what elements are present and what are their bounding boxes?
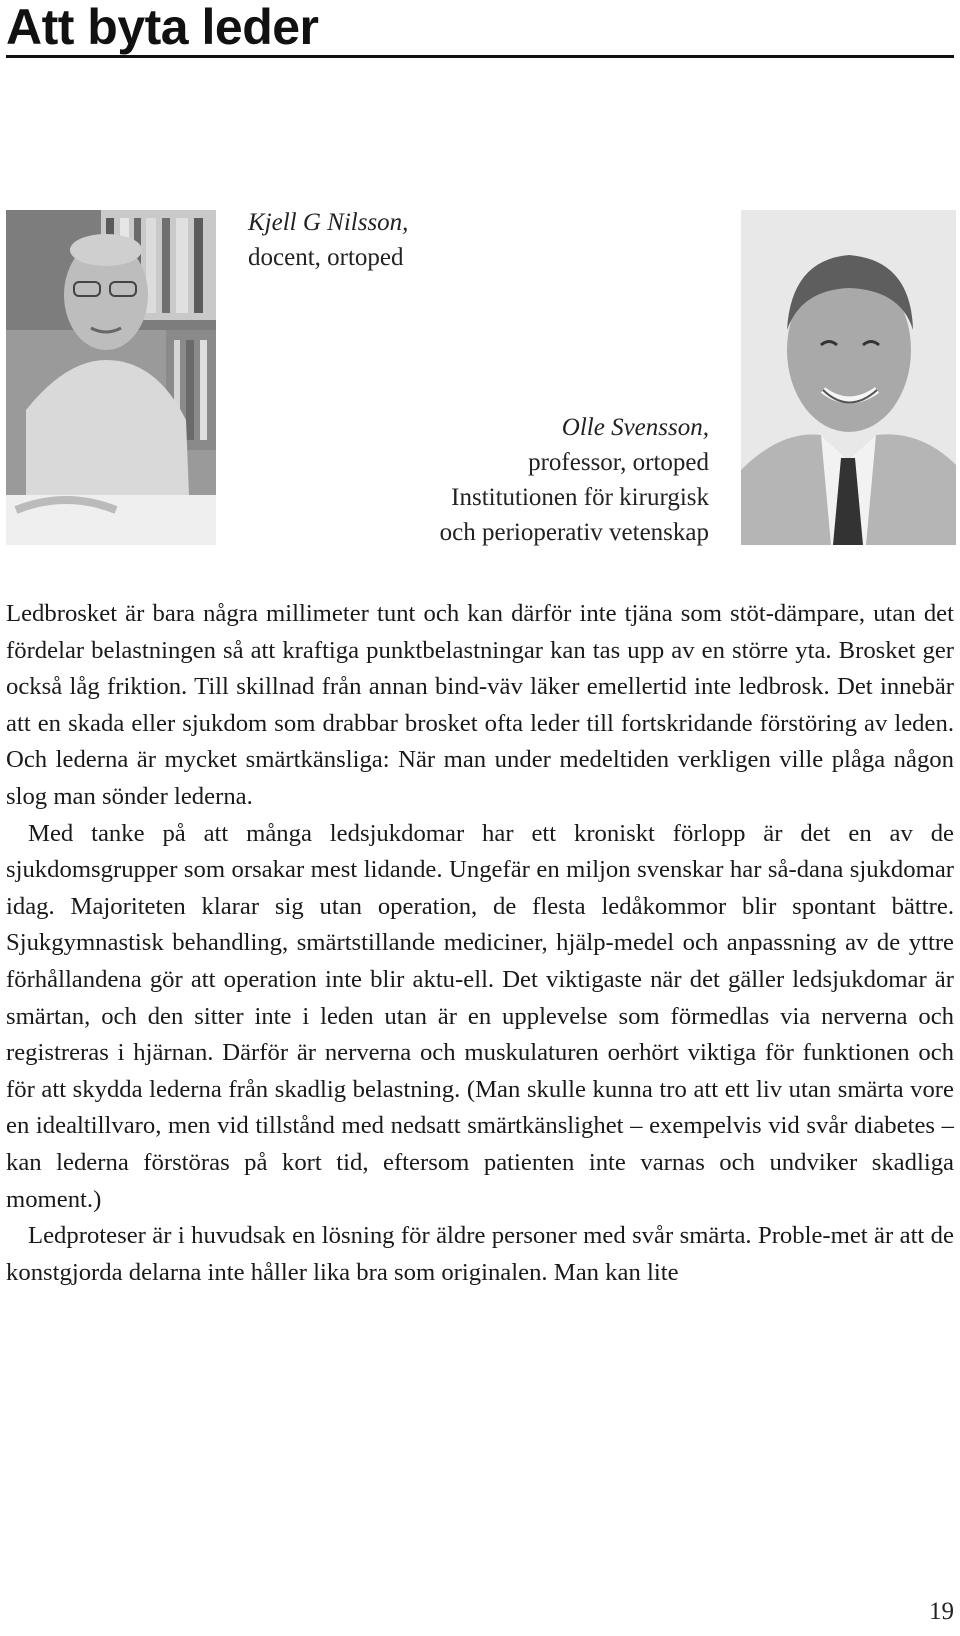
author-role: docent, ortoped [248,244,404,271]
author-affiliation-line: Institutionen för kirurgisk [451,484,709,511]
article-body [6,596,954,1291]
author-name: Olle Svensson, [561,414,709,441]
page-number: 19 [929,1598,954,1625]
body-paragraph: Ledbrosket är bara några millimeter tunt och kan därför inte tjäna som stöt-dämpare, utan det fördelar belastningen så att kraftiga punktbelastningar kan tas upp av en större yta. Brosket ger också låg friktion. Till skillnad från annan bind-väv läker emellertid inte ledbrosk. Det innebär att en skada eller sjukdom som drabbar brosket ofta leder till fortskridande förstöring av leden. Och lederna är mycket smärtkänsliga: När man under medeltiden verkligen ville plåga någon slog man sönder lederna. [6,600,954,810]
author-name: Kjell G Nilsson, [248,209,409,236]
portrait-photo-nilsson [6,210,216,545]
portrait-photo-svensson [741,210,956,545]
author-byline-svensson [440,410,709,550]
page-title: Att byta leder [6,0,319,55]
body-paragraph: Ledproteser är i huvudsak en lösning för äldre personer med svår smärta. Proble-met är att de konstgjorda delarna inte håller lika bra som originalen. Man kan lite [6,1222,954,1286]
author-affiliation-line: och perioperativ vetenskap [439,519,709,546]
author-byline-nilsson [248,205,408,275]
author-role: professor, ortoped [528,449,709,476]
title-rule [6,55,954,58]
body-paragraph: Med tanke på att många ledsjukdomar har ett kroniskt förlopp är det en av de sjukdomsgrupper som orsakar mest lidande. Ungefär en miljon svenskar har så-dana sjukdomar idag. Majoriteten klarar sig utan operation, de flesta ledåkommor blir spontant bättre. Sjukgymnastisk behandling, smärtstillande mediciner, hjälp-medel och anpassning av de yttre förhållandena gör att operation inte blir aktu-ell. Det viktigaste när det gäller ledsjukdomar är smärtan, och den sitter inte i leden utan är en upplevelse som förmedlas via nerverna och registreras i hjärnan. Därför är nerverna och muskulaturen oerhört viktiga för funktionen och för att skydda lederna från skadlig belastning. (Man skulle kunna tro att ett liv utan smärta vore en idealtillvaro, men vid tillstånd med nedsatt smärtkänslighet – exempelvis vid svår diabetes – kan lederna förstöras på kort tid, eftersom patienten inte varnas och undviker skadliga moment.) [6,819,954,1213]
